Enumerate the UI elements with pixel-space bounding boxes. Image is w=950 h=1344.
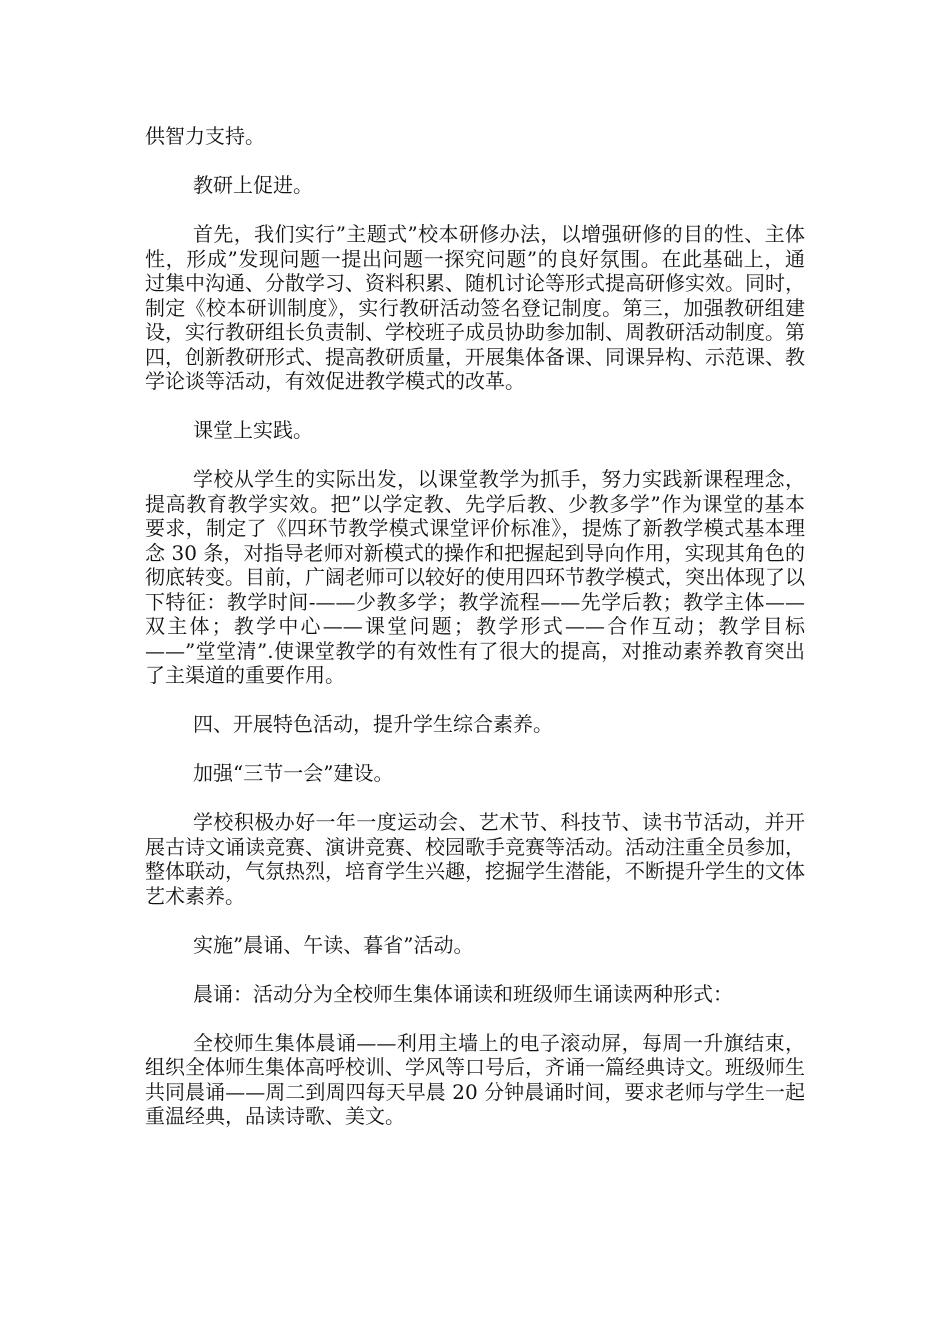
- heading-morning-reading: 实施”晨诵、午读、暮省”活动。: [193, 932, 474, 957]
- heading-research-promotion: 教研上促进。: [193, 173, 313, 197]
- paragraph-festivals: 学校积极办好一年一度运动会、艺术节、科技节、读书节活动，并开展古诗文诵读竞赛、演讲竞赛、校园歌手竞赛等活动。活动注重全员参加，整体联动，气氛热烈，培育学生兴趣，挖掘学生潜能，不断提升学生的文体艺术素养。: [145, 810, 805, 908]
- paragraph-classroom-teaching: 学校从学生的实际出发，以课堂教学为抓手，努力实践新课程理念，提高教育教学实效。把”以学定教、先学后教、少教多学”作为课堂的基本要求，制定了《四环节教学模式课堂评价标准》，提炼了新教学模式基本理念 30 条，对指导老师对新模式的操作和把握起到导向作用，实现其角色的彻底转变。目前，广阔老师可以较好的使用四环节教学模式，突出体现了以下特征：教学时间-——少教多学；教学流程——先学后教；教学主体——双主体；教学中心——课堂问题；教学形式——合作互动；教学目标——”堂堂清”.使课堂教学的有效性有了很大的提高，对推动素养教育突出了主渠道的重要作用。: [145, 467, 805, 687]
- heading-festivals: 加强“三节一会”建设。: [193, 761, 394, 785]
- heading-section-four: 四、开展特色活动，提升学生综合素养。: [193, 712, 553, 736]
- paragraph-research-method: 首先，我们实行”主题式”校本研修办法，以增强研修的目的性、主体性，形成”发现问题一提出问题一探究问题”的良好氛围。在此基础上，通过集中沟通、分散学习、资料积累、随机讨论等形式提高研修实效。同时，制定《校本研训制度》，实行教研活动签名登记制度。第三，加强教研组建设，实行教研组长负责制、学校班子成员协助参加制、周教研活动制度。第四，创新教研形式、提高教研质量，开展集体备课、同课异构、示范课、教学论谈等活动，有效促进教学模式的改革。: [145, 222, 805, 393]
- document-page: [145, 124, 805, 1153]
- heading-classroom-practice: 课堂上实践。: [193, 418, 313, 442]
- paragraph-morning-reading-detail: 全校师生集体晨诵——利用主墙上的电子滚动屏，每周一升旗结束，组织全体师生集体高呼校训、学风等口号后，齐诵一篇经典诗文。班级师生共同晨诵——周二到周四每天早晨 20 分钟晨诵时间，要求老师与学生一起重温经典，品读诗歌、美文。: [145, 1030, 805, 1128]
- paragraph-morning-reading-intro: 晨诵：活动分为全校师生集体诵读和班级师生诵读两种形式：: [193, 981, 733, 1006]
- paragraph-continuation: 供智力支持。: [145, 124, 265, 148]
